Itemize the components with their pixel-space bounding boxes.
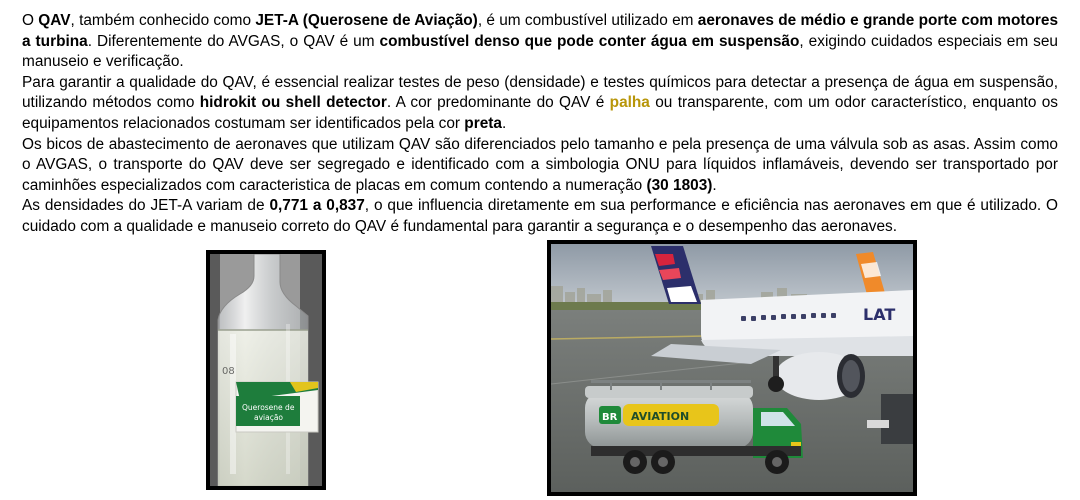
term-qav: QAV xyxy=(38,12,71,29)
term-preta: preta xyxy=(464,114,502,132)
truck-text: AVIATION xyxy=(631,410,690,423)
svg-text:08: 08 xyxy=(222,366,235,377)
term-aircraft: aeronaves de médio e grande porte com motores a turbina xyxy=(22,12,1059,50)
airport-refuel-photo xyxy=(547,240,917,496)
truck-brand: BR xyxy=(602,412,618,423)
term-hidrokit: hidrokit ou shell detector xyxy=(199,94,387,112)
term-onu-number: (30 1803) xyxy=(646,176,713,194)
bottle-label-line1: Querosene de xyxy=(242,403,295,412)
bottle-label-line2: aviação xyxy=(254,413,284,422)
article-text xyxy=(22,11,1058,238)
term-palha: palha xyxy=(609,94,650,112)
airport-illustration xyxy=(551,244,913,492)
term-jet-a: JET-A (Querosene de Aviação) xyxy=(255,12,478,29)
term-density-range: 0,771 a 0,837 xyxy=(269,197,365,215)
airline-text: LAT xyxy=(863,305,896,324)
paragraph-1: O QAV, também conhecido como JET-A (Querosene de Aviação), é um combustível utilizado em aeronaves de médio e grande porte com motores a turbina. Diferentemente do AVGAS, o QAV é um combustível denso que pode conter água em suspensão, exigindo cuidados especiais em seu manuseio e verificação. xyxy=(22,12,1059,71)
kerosene-bottle-photo xyxy=(206,250,326,490)
bottle-illustration xyxy=(210,254,322,486)
paragraph-4: As densidades do JET-A variam de 0,771 a 0,837, o que influencia diretamente em sua performance e eficiência nas aeronaves em que é utilizado. O cuidado com a qualidade e manuseio correto do QAV é fundamental para garantir a segurança e o desempenho das aeronaves. xyxy=(22,197,1059,235)
paragraph-3: Os bicos de abastecimento de aeronaves que utilizam QAV são diferenciados pelo tamanho e pela presença de uma válvula sob as asas. Assim como o AVGAS, o transporte do QAV deve ser segregado e identificado com a simbologia ONU para líquidos inflamáveis, devendo ser transportado por caminhões especializados com caracteristica de placas em comum contendo a numeração (30 1803). xyxy=(22,135,1058,194)
paragraph-2: Para garantir a qualidade do QAV, é essencial realizar testes de peso (densidade) e testes químicos para detectar a presença de água em suspensão, utilizando métodos como hidrokit ou shell detector. A cor predominante do QAV é palha ou transparente, com um odor característico, enquanto os equipamentos relacionados costumam ser identificados pela cor preta. xyxy=(22,73,1058,132)
term-dense-fuel: combustível denso que pode conter água em suspensão xyxy=(379,32,800,50)
bottle-label xyxy=(236,382,318,432)
